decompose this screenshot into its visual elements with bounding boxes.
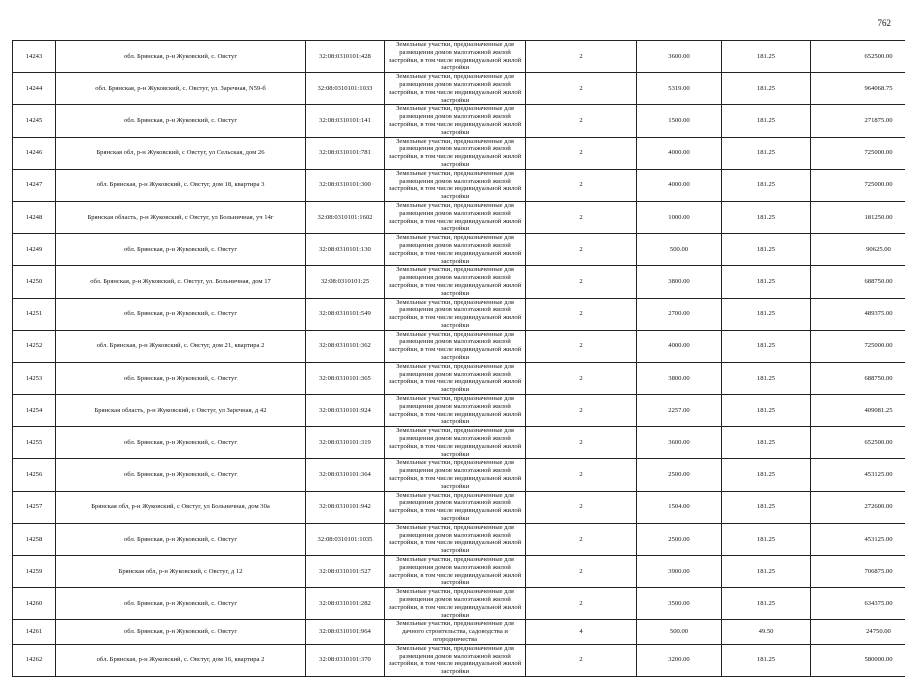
- cadastral-value-cell: 652500.00: [811, 427, 905, 459]
- rate-cell: 181.25: [722, 41, 811, 73]
- address-cell: обл. Брянская, р-н Жуковский, с. Овстуг, дом 21, квартира 2: [56, 330, 306, 362]
- row-number-cell: 14257: [13, 491, 56, 523]
- rate-cell: 181.25: [722, 556, 811, 588]
- address-cell: обл. Брянская, р-н Жуковский, с. Овстуг, дом 16, квартира 2: [56, 644, 306, 676]
- area-cell: 2257.00: [637, 395, 722, 427]
- rate-cell: 181.25: [722, 330, 811, 362]
- row-number-cell: 14249: [13, 234, 56, 266]
- permitted-use-cell: Земельные участки, предназначенные для размещения домов малоэтажной жилой застройки, в том числе индивидуальной жилой застройки: [385, 588, 526, 620]
- address-cell: обл. Брянская, р-н Жуковский, с. Овстуг: [56, 427, 306, 459]
- row-number-cell: 14260: [13, 588, 56, 620]
- cadastral-value-cell: 271875.00: [811, 105, 905, 137]
- area-cell: 2700.00: [637, 298, 722, 330]
- land-registry-table: [12, 40, 905, 677]
- area-cell: 1000.00: [637, 201, 722, 233]
- table-row: [13, 427, 905, 459]
- permitted-use-cell: Земельные участки, предназначенные для дачного строительства, садоводства и огородничества: [385, 620, 526, 644]
- category-cell: 4: [526, 620, 637, 644]
- address-cell: обл. Брянская, р-н Жуковский, с. Овстуг: [56, 234, 306, 266]
- table-row: [13, 73, 905, 105]
- category-cell: 2: [526, 362, 637, 394]
- cadastral-number-cell: 32:08:0310101:362: [306, 330, 385, 362]
- cadastral-value-cell: 181250.00: [811, 201, 905, 233]
- cadastral-number-cell: 32:08:0310101:964: [306, 620, 385, 644]
- address-cell: Брянская область, р-н Жуковский, с Овстуг, ул Заречная, д 42: [56, 395, 306, 427]
- table-row: [13, 620, 905, 644]
- cadastral-number-cell: 32:08:0310101:300: [306, 169, 385, 201]
- area-cell: 3200.00: [637, 644, 722, 676]
- category-cell: 2: [526, 298, 637, 330]
- table-row: [13, 298, 905, 330]
- area-cell: 3500.00: [637, 588, 722, 620]
- row-number-cell: 14254: [13, 395, 56, 427]
- address-cell: Брянская обл, р-н Жуковский, с Овстуг, д 12: [56, 556, 306, 588]
- table-row: [13, 201, 905, 233]
- category-cell: 2: [526, 201, 637, 233]
- cadastral-value-cell: 706875.00: [811, 556, 905, 588]
- address-cell: Брянская область, р-н Жуковский, с Овстуг, ул Больничная, уч 14г: [56, 201, 306, 233]
- cadastral-value-cell: 725000.00: [811, 169, 905, 201]
- permitted-use-cell: Земельные участки, предназначенные для размещения домов малоэтажной жилой застройки, в том числе индивидуальной жилой застройки: [385, 491, 526, 523]
- permitted-use-cell: Земельные участки, предназначенные для размещения домов малоэтажной жилой застройки, в том числе индивидуальной жилой застройки: [385, 169, 526, 201]
- address-cell: обл. Брянская, р-н Жуковский, с. Овстуг: [56, 588, 306, 620]
- area-cell: 4000.00: [637, 169, 722, 201]
- cadastral-number-cell: 32:08:0310101:1035: [306, 523, 385, 555]
- rate-cell: 181.25: [722, 523, 811, 555]
- category-cell: 2: [526, 459, 637, 491]
- cadastral-number-cell: 32:08:0310101:1602: [306, 201, 385, 233]
- cadastral-number-cell: 32:08:0310101:365: [306, 362, 385, 394]
- rate-cell: 181.25: [722, 427, 811, 459]
- cadastral-number-cell: 32:08:0310101:428: [306, 41, 385, 73]
- area-cell: 500.00: [637, 620, 722, 644]
- permitted-use-cell: Земельные участки, предназначенные для размещения домов малоэтажной жилой застройки, в том числе индивидуальной жилой застройки: [385, 556, 526, 588]
- cadastral-number-cell: 32:08:0310101:282: [306, 588, 385, 620]
- row-number-cell: 14251: [13, 298, 56, 330]
- category-cell: 2: [526, 556, 637, 588]
- cadastral-value-cell: 24750.00: [811, 620, 905, 644]
- address-cell: Брянская обл, р-н Жуковский, с Овстуг, ул Больничная, дом 30а: [56, 491, 306, 523]
- cadastral-number-cell: 32:08:0310101:319: [306, 427, 385, 459]
- permitted-use-cell: Земельные участки, предназначенные для размещения домов малоэтажной жилой застройки, в том числе индивидуальной жилой застройки: [385, 330, 526, 362]
- category-cell: 2: [526, 427, 637, 459]
- area-cell: 500.00: [637, 234, 722, 266]
- table-row: [13, 105, 905, 137]
- rate-cell: 181.25: [722, 234, 811, 266]
- cadastral-value-cell: 725000.00: [811, 330, 905, 362]
- address-cell: обл. Брянская, р-н Жуковский, с. Овстуг: [56, 459, 306, 491]
- rate-cell: 181.25: [722, 491, 811, 523]
- cadastral-value-cell: 652500.00: [811, 41, 905, 73]
- category-cell: 2: [526, 330, 637, 362]
- area-cell: 2500.00: [637, 523, 722, 555]
- address-cell: обл. Брянская, р-н Жуковский, с. Овстуг, ул. Заречная, N59-б: [56, 73, 306, 105]
- permitted-use-cell: Земельные участки, предназначенные для размещения домов малоэтажной жилой застройки, в том числе индивидуальной жилой застройки: [385, 523, 526, 555]
- cadastral-value-cell: 964068.75: [811, 73, 905, 105]
- cadastral-value-cell: 489375.00: [811, 298, 905, 330]
- cadastral-number-cell: 32:08:0310101:549: [306, 298, 385, 330]
- area-cell: 3900.00: [637, 556, 722, 588]
- area-cell: 1500.00: [637, 105, 722, 137]
- row-number-cell: 14247: [13, 169, 56, 201]
- area-cell: 2500.00: [637, 459, 722, 491]
- row-number-cell: 14259: [13, 556, 56, 588]
- permitted-use-cell: Земельные участки, предназначенные для размещения домов малоэтажной жилой застройки, в том числе индивидуальной жилой застройки: [385, 644, 526, 676]
- table-row: [13, 523, 905, 555]
- area-cell: 4000.00: [637, 137, 722, 169]
- address-cell: обл. Брянская, р-н Жуковский, с. Овстуг, дом 18, квартира 3: [56, 169, 306, 201]
- row-number-cell: 14245: [13, 105, 56, 137]
- area-cell: 3800.00: [637, 362, 722, 394]
- cadastral-value-cell: 409081.25: [811, 395, 905, 427]
- permitted-use-cell: Земельные участки, предназначенные для размещения домов малоэтажной жилой застройки, в том числе индивидуальной жилой застройки: [385, 362, 526, 394]
- category-cell: 2: [526, 266, 637, 298]
- permitted-use-cell: Земельные участки, предназначенные для размещения домов малоэтажной жилой застройки, в том числе индивидуальной жилой застройки: [385, 266, 526, 298]
- table-row: [13, 459, 905, 491]
- rate-cell: 181.25: [722, 362, 811, 394]
- permitted-use-cell: Земельные участки, предназначенные для размещения домов малоэтажной жилой застройки, в том числе индивидуальной жилой застройки: [385, 41, 526, 73]
- rate-cell: 181.25: [722, 588, 811, 620]
- address-cell: обл. Брянская, р-н Жуковский, с. Овстуг: [56, 523, 306, 555]
- cadastral-number-cell: 32:08:0310101:370: [306, 644, 385, 676]
- address-cell: обл. Брянская, р-н Жуковский, с. Овстуг, ул. Больничная, дом 17: [56, 266, 306, 298]
- category-cell: 2: [526, 644, 637, 676]
- cadastral-number-cell: 32:08:0310101:25: [306, 266, 385, 298]
- permitted-use-cell: Земельные участки, предназначенные для размещения домов малоэтажной жилой застройки, в том числе индивидуальной жилой застройки: [385, 459, 526, 491]
- rate-cell: 181.25: [722, 298, 811, 330]
- cadastral-value-cell: 453125.00: [811, 523, 905, 555]
- row-number-cell: 14256: [13, 459, 56, 491]
- row-number-cell: 14252: [13, 330, 56, 362]
- row-number-cell: 14244: [13, 73, 56, 105]
- rate-cell: 181.25: [722, 105, 811, 137]
- table-body: [13, 41, 905, 677]
- permitted-use-cell: Земельные участки, предназначенные для размещения домов малоэтажной жилой застройки, в том числе индивидуальной жилой застройки: [385, 427, 526, 459]
- address-cell: обл. Брянская, р-н Жуковский, с. Овстуг: [56, 41, 306, 73]
- cadastral-number-cell: 32:08:0310101:942: [306, 491, 385, 523]
- table-row: [13, 556, 905, 588]
- row-number-cell: 14248: [13, 201, 56, 233]
- table-row: [13, 169, 905, 201]
- rate-cell: 181.25: [722, 201, 811, 233]
- permitted-use-cell: Земельные участки, предназначенные для размещения домов малоэтажной жилой застройки, в том числе индивидуальной жилой застройки: [385, 105, 526, 137]
- table-row: [13, 330, 905, 362]
- table-row: [13, 137, 905, 169]
- area-cell: 4000.00: [637, 330, 722, 362]
- cadastral-number-cell: 32:08:0310101:1033: [306, 73, 385, 105]
- category-cell: 2: [526, 137, 637, 169]
- permitted-use-cell: Земельные участки, предназначенные для размещения домов малоэтажной жилой застройки, в том числе индивидуальной жилой застройки: [385, 201, 526, 233]
- table-row: [13, 41, 905, 73]
- category-cell: 2: [526, 588, 637, 620]
- category-cell: 2: [526, 105, 637, 137]
- cadastral-value-cell: 272600.00: [811, 491, 905, 523]
- address-cell: обл. Брянская, р-н Жуковский, с. Овстуг: [56, 362, 306, 394]
- row-number-cell: 14261: [13, 620, 56, 644]
- category-cell: 2: [526, 395, 637, 427]
- cadastral-value-cell: 725000.00: [811, 137, 905, 169]
- table-row: [13, 491, 905, 523]
- cadastral-value-cell: 688750.00: [811, 266, 905, 298]
- table-row: [13, 234, 905, 266]
- row-number-cell: 14243: [13, 41, 56, 73]
- cadastral-value-cell: 453125.00: [811, 459, 905, 491]
- address-cell: обл. Брянская, р-н Жуковский, с. Овстуг: [56, 105, 306, 137]
- table-row: [13, 644, 905, 676]
- cadastral-number-cell: 32:08:0310101:141: [306, 105, 385, 137]
- address-cell: обл. Брянская, р-н Жуковский, с. Овстуг: [56, 298, 306, 330]
- permitted-use-cell: Земельные участки, предназначенные для размещения домов малоэтажной жилой застройки, в том числе индивидуальной жилой застройки: [385, 137, 526, 169]
- category-cell: 2: [526, 491, 637, 523]
- row-number-cell: 14250: [13, 266, 56, 298]
- cadastral-number-cell: 32:08:0310101:130: [306, 234, 385, 266]
- permitted-use-cell: Земельные участки, предназначенные для размещения домов малоэтажной жилой застройки, в том числе индивидуальной жилой застройки: [385, 73, 526, 105]
- area-cell: 3600.00: [637, 427, 722, 459]
- row-number-cell: 14258: [13, 523, 56, 555]
- rate-cell: 181.25: [722, 266, 811, 298]
- address-cell: Брянская обл, р-н Жуковский, с Овстуг, ул Сельская, дом 26: [56, 137, 306, 169]
- row-number-cell: 14262: [13, 644, 56, 676]
- permitted-use-cell: Земельные участки, предназначенные для размещения домов малоэтажной жилой застройки, в том числе индивидуальной жилой застройки: [385, 298, 526, 330]
- cadastral-number-cell: 32:08:0310101:924: [306, 395, 385, 427]
- rate-cell: 181.25: [722, 395, 811, 427]
- row-number-cell: 14246: [13, 137, 56, 169]
- area-cell: 3600.00: [637, 41, 722, 73]
- row-number-cell: 14255: [13, 427, 56, 459]
- address-cell: обл. Брянская, р-н Жуковский, с. Овстуг: [56, 620, 306, 644]
- category-cell: 2: [526, 73, 637, 105]
- cadastral-value-cell: 90625.00: [811, 234, 905, 266]
- cadastral-value-cell: 580000.00: [811, 644, 905, 676]
- permitted-use-cell: Земельные участки, предназначенные для размещения домов малоэтажной жилой застройки, в том числе индивидуальной жилой застройки: [385, 234, 526, 266]
- rate-cell: 181.25: [722, 169, 811, 201]
- rate-cell: 181.25: [722, 459, 811, 491]
- page-number: 762: [878, 18, 892, 28]
- rate-cell: 181.25: [722, 73, 811, 105]
- rate-cell: 181.25: [722, 137, 811, 169]
- category-cell: 2: [526, 169, 637, 201]
- cadastral-value-cell: 688750.00: [811, 362, 905, 394]
- area-cell: 3800.00: [637, 266, 722, 298]
- cadastral-number-cell: 32:08:0310101:781: [306, 137, 385, 169]
- table-row: [13, 266, 905, 298]
- rate-cell: 181.25: [722, 644, 811, 676]
- table-row: [13, 588, 905, 620]
- category-cell: 2: [526, 523, 637, 555]
- cadastral-value-cell: 634375.00: [811, 588, 905, 620]
- cadastral-number-cell: 32:08:0310101:527: [306, 556, 385, 588]
- table-row: [13, 395, 905, 427]
- row-number-cell: 14253: [13, 362, 56, 394]
- cadastral-number-cell: 32:08:0310101:364: [306, 459, 385, 491]
- category-cell: 2: [526, 41, 637, 73]
- table-row: [13, 362, 905, 394]
- rate-cell: 49.50: [722, 620, 811, 644]
- category-cell: 2: [526, 234, 637, 266]
- permitted-use-cell: Земельные участки, предназначенные для размещения домов малоэтажной жилой застройки, в том числе индивидуальной жилой застройки: [385, 395, 526, 427]
- area-cell: 1504.00: [637, 491, 722, 523]
- area-cell: 5319.00: [637, 73, 722, 105]
